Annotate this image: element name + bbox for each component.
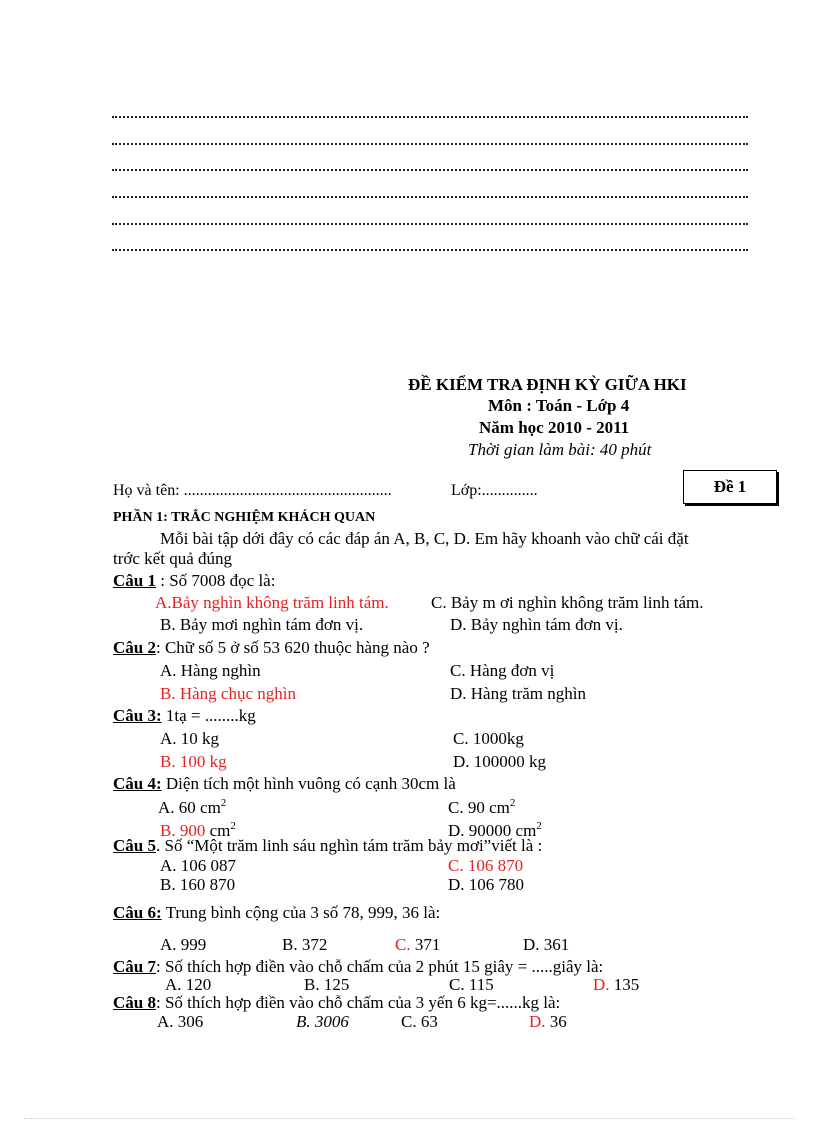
question-label: Câu 5: [113, 836, 156, 855]
question-text: . Số “Một trăm linh sáu nghìn tám trăm bảy mơi”viết là :: [155, 836, 543, 855]
superscript: 2: [509, 797, 516, 809]
question-4: [113, 774, 456, 794]
option-b: B. Hàng chục nghìn: [160, 684, 296, 703]
section-title: PHẦN 1: TRẮC NGHIỆM KHÁCH QUAN: [113, 510, 376, 525]
option-b: B. 372: [282, 935, 328, 954]
question-text: Trung bình cộng của 3 số 78, 999, 36 là:: [161, 903, 441, 922]
option-value: 135: [609, 975, 640, 994]
question-label: Câu 4:: [113, 774, 162, 793]
option-a: A. 106 087: [160, 856, 237, 875]
option-value: 371: [410, 935, 441, 954]
question-5: [113, 836, 542, 856]
question-text: : Số thích hợp điền vào chỗ chấm của 3 yến 6 kg=......kg là:: [155, 993, 561, 1012]
option-a: A.Bảy nghìn không trăm linh tám.: [155, 593, 389, 612]
option-text: B. 900: [160, 821, 206, 840]
instruction-line-2: trớc kết quả đúng: [113, 549, 232, 568]
option-d: D. Hàng trăm nghìn: [450, 684, 586, 703]
option-c: C. 115: [449, 975, 494, 994]
option-c: C. 63: [401, 1012, 438, 1031]
option-letter: D.: [593, 975, 610, 994]
page-border: [24, 1118, 794, 1119]
answer-line: [112, 190, 748, 198]
option-a: [158, 797, 226, 818]
option-c: C. 1000kg: [453, 729, 524, 748]
option-b: B. 160 870: [160, 875, 236, 894]
answer-line: [112, 243, 748, 251]
option-d: D. Bảy nghìn tám đơn vị.: [450, 615, 623, 634]
option-d: D. 100000 kg: [453, 752, 547, 771]
option-c: [448, 797, 515, 818]
option-a: A. 999: [160, 935, 207, 954]
superscript: 2: [536, 820, 542, 832]
option-b: B. 3006: [296, 1012, 349, 1031]
question-text: : Chữ số 5 ở số 53 620 thuộc hàng nào ?: [155, 638, 430, 657]
question-text: : Số thích hợp điền vào chỗ chấm của 2 phút 15 giây = .....giây là:: [155, 957, 604, 976]
exam-code: Đề 1: [713, 477, 747, 496]
student-class-field: Lớp:..............: [451, 482, 538, 499]
option-d: [593, 975, 639, 995]
question-label: Câu 2: [113, 638, 156, 657]
question-label: Câu 6:: [113, 903, 162, 922]
option-text: D. 90000 cm: [448, 821, 537, 840]
option-value: 36: [545, 1012, 567, 1031]
option-a: A. Hàng nghìn: [160, 661, 261, 680]
question-2: [113, 638, 430, 658]
question-6: [113, 903, 440, 923]
student-name-field: Họ và tên: ....................................................: [113, 482, 392, 499]
exam-time: Thời gian làm bài: 40 phút: [468, 440, 652, 459]
option-c: C. Hàng đơn vị: [450, 661, 555, 680]
option-text: C. 90 cm: [448, 798, 510, 817]
option-d: D. 106 780: [448, 875, 525, 894]
option-unit: cm: [205, 821, 231, 840]
question-label: Câu 8: [113, 993, 156, 1012]
option-a: A. 120: [165, 975, 212, 994]
exam-subject: Môn : Toán - Lớp 4: [488, 396, 630, 415]
superscript: 2: [220, 797, 227, 809]
exam-year: Năm học 2010 - 2011: [479, 418, 630, 437]
option-letter: D.: [529, 1012, 546, 1031]
question-label: Câu 3:: [113, 706, 162, 725]
answer-line: [112, 110, 748, 118]
exam-code-box: [683, 470, 777, 504]
option-c: C. 106 870: [448, 856, 524, 875]
question-label: Câu 1: [113, 571, 156, 590]
option-a: A. 10 kg: [160, 729, 220, 748]
superscript: 2: [230, 820, 236, 832]
option-letter: C.: [395, 935, 411, 954]
question-text: Diện tích một hình vuông có cạnh 30cm là: [161, 774, 456, 793]
exam-title: ĐỀ KIỂM TRA ĐỊNH KỲ GIỮA HKI: [408, 375, 687, 394]
option-d: D. 361: [523, 935, 570, 954]
answer-line: [112, 217, 748, 225]
question-text: 1tạ = ........kg: [161, 706, 256, 725]
question-label: Câu 7: [113, 957, 156, 976]
option-b: B. 125: [304, 975, 350, 994]
option-text: A. 60 cm: [158, 798, 221, 817]
question-3: [113, 706, 256, 726]
option-b: B. Bảy mơi nghìn tám đơn vị.: [160, 615, 364, 634]
question-1: [113, 571, 275, 591]
option-d: [529, 1012, 567, 1032]
question-text: : Số 7008 đọc là:: [155, 571, 276, 590]
option-a: A. 306: [157, 1012, 204, 1031]
instruction-line-1: Mỗi bài tập dới đây có các đáp án A, B, C, D. Em hãy khoanh vào chữ cái đặt: [160, 529, 689, 548]
answer-line: [112, 137, 748, 145]
option-b: B. 100 kg: [160, 752, 227, 771]
question-8: [113, 993, 560, 1013]
option-c: [395, 935, 440, 955]
option-c: C. Bảy m ơi nghìn không trăm linh tám.: [431, 593, 704, 612]
answer-line: [112, 163, 748, 171]
question-7: [113, 957, 603, 977]
